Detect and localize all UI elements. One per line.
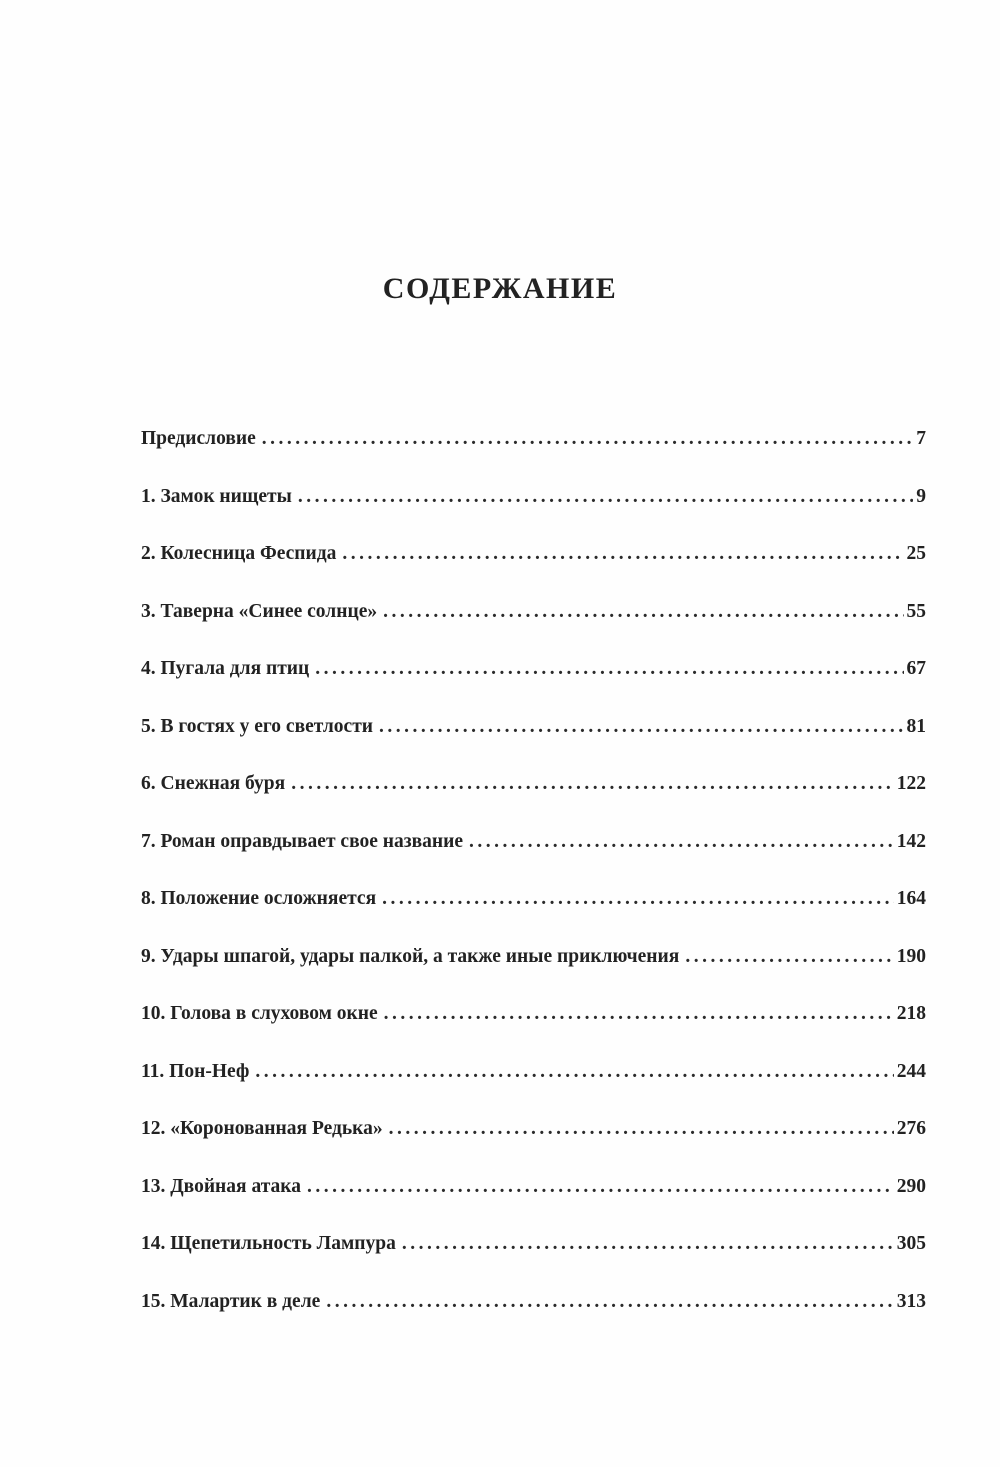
toc-entry-page-number: 25 xyxy=(906,543,926,564)
dot-leader xyxy=(326,1291,893,1313)
toc-entry-page-number: 67 xyxy=(906,658,926,679)
toc-entry xyxy=(141,1176,926,1234)
dot-leader xyxy=(469,831,894,853)
toc-entry xyxy=(141,1291,926,1349)
dot-leader xyxy=(685,946,893,968)
toc-entry-title: 8. Положение осложняется xyxy=(141,888,377,909)
dot-leader xyxy=(383,601,903,623)
toc-entry xyxy=(141,831,926,889)
dot-leader xyxy=(298,486,913,508)
toc-entry-page-number: 9 xyxy=(916,485,926,507)
toc-entry-page-number: 305 xyxy=(896,1233,926,1254)
toc-entry-title: 12. «Коронованная Редька» xyxy=(141,1118,383,1139)
toc-entry-title: 9. Удары шпагой, удары палкой, а также иные приключения xyxy=(141,945,680,967)
toc-entry-title: 11. Пон-Неф xyxy=(141,1060,250,1082)
toc-entry xyxy=(141,486,926,544)
toc-entry-title: 14. Щепетильность Лампура xyxy=(141,1233,396,1254)
toc-entry xyxy=(141,716,926,774)
toc-entry-page-number: 164 xyxy=(896,888,926,909)
toc-entry-title: 1. Замок нищеты xyxy=(141,485,292,507)
dot-leader xyxy=(255,1061,893,1083)
toc-entry xyxy=(141,1061,926,1119)
toc-entry-title: Предисловие xyxy=(141,428,256,449)
dot-leader xyxy=(382,888,894,910)
dot-leader xyxy=(379,716,903,738)
toc-entry-title: 7. Роман оправдывает свое название xyxy=(141,830,463,852)
page-title: СОДЕРЖАНИЕ xyxy=(382,272,618,306)
dot-leader xyxy=(402,1233,894,1255)
toc-entry-title: 15. Малартик в деле xyxy=(141,1290,321,1312)
toc-entry-page-number: 276 xyxy=(896,1118,926,1139)
dot-leader xyxy=(342,543,903,565)
toc-entry xyxy=(141,1003,926,1061)
toc-entry xyxy=(141,773,926,831)
toc-entry-page-number: 313 xyxy=(896,1290,926,1312)
toc-entry xyxy=(141,601,926,659)
toc-entry-page-number: 190 xyxy=(896,945,926,967)
toc-entry-page-number: 290 xyxy=(896,1175,926,1197)
dot-leader xyxy=(291,773,894,795)
dot-leader xyxy=(389,1118,894,1140)
toc-entry-title: 6. Снежная буря xyxy=(141,773,286,794)
toc-entry-page-number: 244 xyxy=(896,1060,926,1082)
toc-entry xyxy=(141,888,926,946)
toc-entry-page-number: 142 xyxy=(896,830,926,852)
toc-entry xyxy=(141,543,926,601)
dot-leader xyxy=(262,428,913,450)
dot-leader xyxy=(384,1003,894,1025)
toc-entry-page-number: 55 xyxy=(906,600,926,622)
toc-entry-title: 5. В гостях у его светлости xyxy=(141,715,374,737)
toc-entry xyxy=(141,946,926,1004)
toc-entry xyxy=(141,658,926,716)
toc-entry-page-number: 122 xyxy=(896,773,926,794)
toc-entry xyxy=(141,1233,926,1291)
toc-entry-title: 10. Голова в слуховом окне xyxy=(141,1003,378,1024)
table-of-contents xyxy=(141,428,926,1348)
toc-entry-page-number: 7 xyxy=(916,428,926,449)
toc-entry xyxy=(141,428,926,486)
dot-leader xyxy=(315,658,903,680)
toc-entry-title: 3. Таверна «Синее солнце» xyxy=(141,600,378,622)
toc-entry-page-number: 81 xyxy=(906,715,926,737)
toc-entry-title: 13. Двойная атака xyxy=(141,1175,301,1197)
toc-entry xyxy=(141,1118,926,1176)
toc-entry-title: 2. Колесница Феспида xyxy=(141,543,337,564)
toc-entry-title: 4. Пугала для птиц xyxy=(141,658,310,679)
dot-leader xyxy=(307,1176,894,1198)
toc-entry-page-number: 218 xyxy=(896,1003,926,1024)
